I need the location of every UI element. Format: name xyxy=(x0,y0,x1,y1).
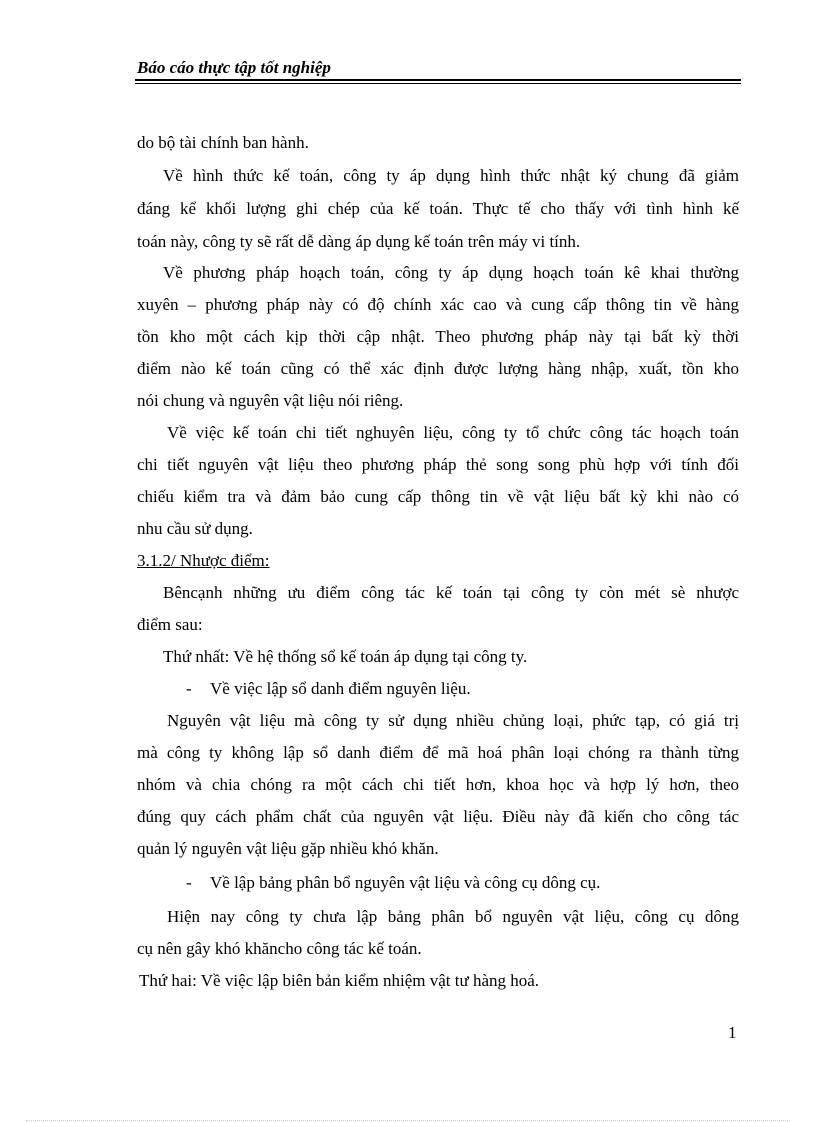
text-line: Nguyên vật liệu mà công ty sử dụng nhiều chủng loại, phức tạp, có giá trị xyxy=(167,711,739,730)
page-number: 1 xyxy=(728,1023,737,1042)
text-line: Thứ hai: Về việc lập biên bản kiểm nhiệm vật tư hàng hoá. xyxy=(139,971,540,990)
text-line: điểm sau: xyxy=(137,615,203,634)
bullet-dash: - xyxy=(186,679,192,698)
bullet-text: Về lập bảng phân bổ nguyên vật liệu và công cụ dông cụ. xyxy=(210,873,601,892)
page-bottom-border xyxy=(26,1120,790,1121)
text-line: Về việc kế toán chi tiết nghuyên liệu, công ty tổ chức công tác hoạch toán xyxy=(167,423,739,442)
text-line: Về hình thức kế toán, công ty áp dụng hình thức nhật ký chung đã giảm xyxy=(163,166,739,185)
section-heading: 3.1.2/ Nhược điểm: xyxy=(137,551,270,570)
text-line: chiếu kiểm tra và đảm bảo cung cấp thông tin về vật liệu bất kỳ khi nào có xyxy=(137,487,739,506)
text-line: Hiện nay công ty chưa lập bảng phân bổ nguyên vật liệu, công cụ dông xyxy=(167,907,739,926)
text-line: quản lý nguyên vật liệu gặp nhiều khó khăn. xyxy=(137,839,439,858)
text-line: nhóm và chia chóng ra một cách chi tiết hơn, khoa học và hợp lý hơn, theo xyxy=(137,775,739,794)
page-header-title: Báo cáo thực tập tốt nghiệp xyxy=(137,58,331,77)
text-line: Bêncạnh những ưu điểm công tác kế toán tại công ty còn mét sè nhược xyxy=(163,583,739,602)
text-line: đúng quy cách phẩm chất của nguyên vật liệu. Điều này đã kiến cho công tác xyxy=(137,807,739,826)
bullet-dash: - xyxy=(186,873,192,892)
text-line: điểm nào kế toán cũng có thể xác định được lượng hàng nhập, xuất, tồn kho xyxy=(137,359,739,378)
bullet-text: Về việc lập sổ danh điểm nguyên liệu. xyxy=(210,679,471,698)
text-line: nhu cầu sử dụng. xyxy=(137,519,253,538)
text-line: chi tiết nguyên vật liệu theo phương pháp thẻ song song phù hợp với tính đối xyxy=(137,455,739,474)
text-line: mà công ty không lập sổ danh điểm để mã hoá phân loại chóng ra thành từng xyxy=(137,743,739,762)
header-rule-thick xyxy=(135,79,741,81)
text-line: toán này, công ty sẽ rất dễ dàng áp dụng kế toán trên máy vi tính. xyxy=(137,232,581,251)
text-line: tồn kho một cách kịp thời cập nhật. Theo phương pháp này tại bất kỳ thời xyxy=(137,327,739,346)
text-line: xuyên – phương pháp này có độ chính xác cao và cung cấp thông tin về hàng xyxy=(137,295,739,314)
text-line: Về phương pháp hoạch toán, công ty áp dụng hoạch toán kê khai thường xyxy=(163,263,739,282)
header-rule-thin xyxy=(135,83,741,84)
text-line: nói chung và nguyên vật liệu nói riêng. xyxy=(137,391,404,410)
text-line: đáng kể khối lượng ghi chép của kế toán. Thực tế cho thấy với tình hình kế xyxy=(137,199,739,218)
text-line: cụ nên gây khó khăncho công tác kế toán. xyxy=(137,939,422,958)
text-line: do bộ tài chính ban hành. xyxy=(137,133,309,152)
text-line: Thứ nhất: Về hệ thống sổ kế toán áp dụng tại công ty. xyxy=(163,647,528,666)
